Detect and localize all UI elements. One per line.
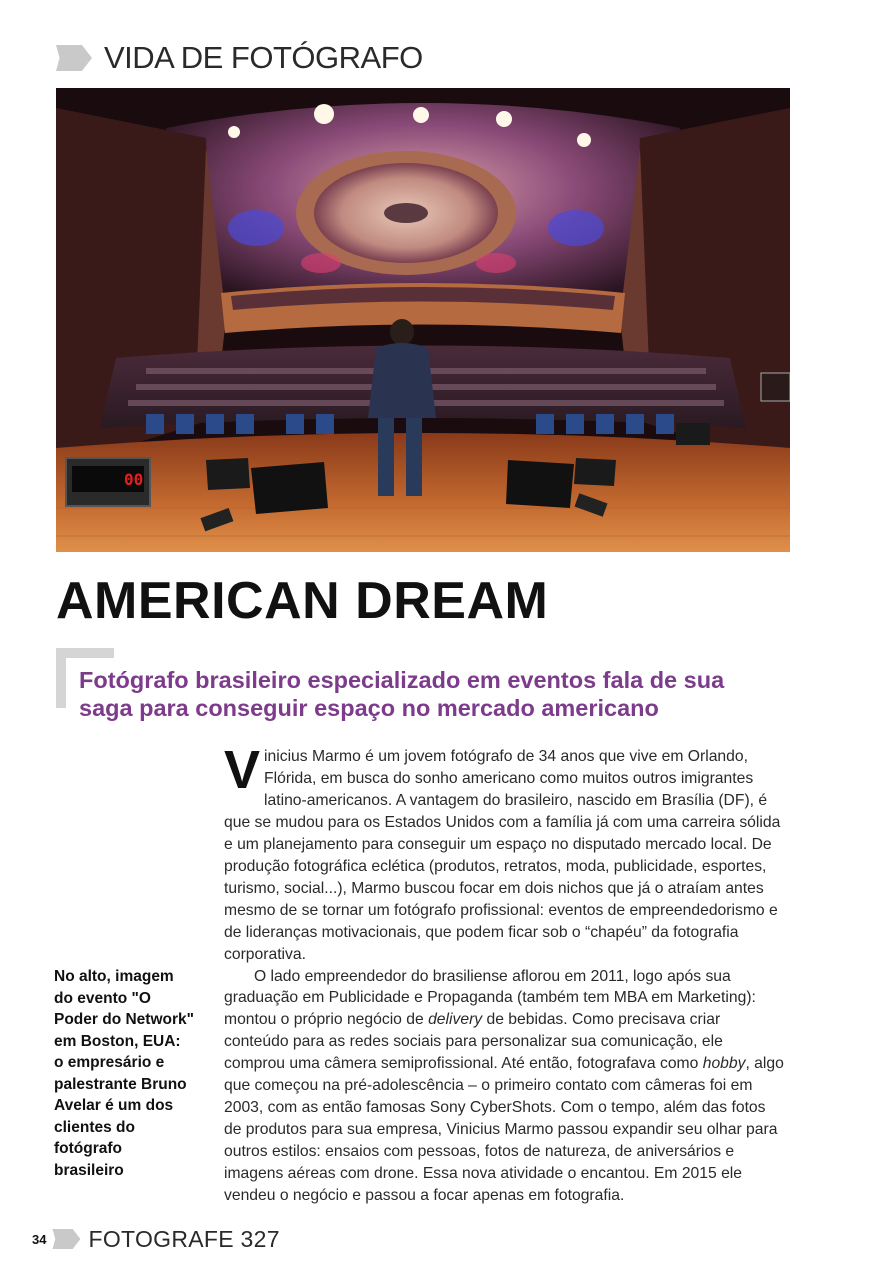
paragraph-1 xyxy=(224,740,786,966)
drop-cap: V xyxy=(224,740,261,800)
section-header xyxy=(56,38,423,78)
auditorium-photo xyxy=(56,88,790,552)
paragraph-2-text-a: O lado empreendedor do brasiliense aflorou em 2011, logo após sua graduação em Publicidade e Propaganda (também tem MBA em Marketing): montou o próprio negócio de xyxy=(224,967,756,1029)
article-deck: Fotógrafo brasileiro especializado em eventos fala de sua saga para conseguir espaço no mercado americano xyxy=(79,667,725,721)
chevron-arrow-icon xyxy=(56,45,92,71)
chevron-arrow-icon xyxy=(52,1229,80,1249)
magazine-issue: FOTOGRAFE 327 xyxy=(88,1225,280,1252)
article-headline: AMERICAN DREAM xyxy=(56,572,549,630)
paragraph-2 xyxy=(224,966,786,1207)
article-body xyxy=(224,740,786,1207)
page-number: 34 xyxy=(32,1231,47,1247)
deck-block xyxy=(56,648,756,730)
page-footer xyxy=(32,1224,280,1254)
paragraph-2-emphasis-hobby: hobby xyxy=(702,1055,746,1073)
photo-caption: No alto, imagem do evento "O Poder do Network" em Boston, EUA: o empresário e palestrante Bruno Avelar é um dos clientes do fotógrafo brasileiro xyxy=(54,968,194,1179)
auditorium-photo-illustration xyxy=(56,88,790,552)
paragraph-2-text-c: , algo que começou na pré-adolescência – o primeiro contato com câmeras foi em 2003, com as então famosas Sony CyberShots. Com o tempo, além das fotos de produtos para sua empresa, Vinicius Marmo passou expandir seu olhar para outros estilos: ensaios com pessoas, fotos de natureza, de aniversários e imagens aéreas com drone. Essa nova atividade o encantou. Em 2015 ele vendeu o negócio e passou a focar apenas em fotografia. xyxy=(224,1055,784,1205)
section-title: VIDA DE FOTÓGRAFO xyxy=(104,40,423,75)
paragraph-1-text: inicius Marmo é um jovem fotógrafo de 34 anos que vive em Orlando, Flórida, em busca do sonho americano como muitos outros imigrantes latino-americanos. A vantagem do brasileiro, nascido em Brasília (DF), é que se mudou para os Estados Unidos com a família já com uma carreira sólida e um planejamento para conseguir um espaço no disputado mercado local. De produção fotográfica eclética (produtos, retratos, moda, publicidade, esportes, turismo, social...), Marmo buscou focar em dois nichos que já o atraíam antes mesmo de se tornar um fotógrafo profissional: eventos de empreendedorismo e de lideranças motivacionais, que podem ficar sob o “chapéu” da fotografia corporativa. xyxy=(224,748,781,963)
paragraph-2-text-b: de bebidas. Como precisava criar conteúdo para as redes sociais para personalizar sua comunicação, ele comprou uma câmera semiprofissional. Até então, fotografava como xyxy=(224,1011,723,1073)
timer-display: 00 xyxy=(124,470,144,489)
paragraph-2-emphasis-delivery: delivery xyxy=(428,1011,483,1029)
